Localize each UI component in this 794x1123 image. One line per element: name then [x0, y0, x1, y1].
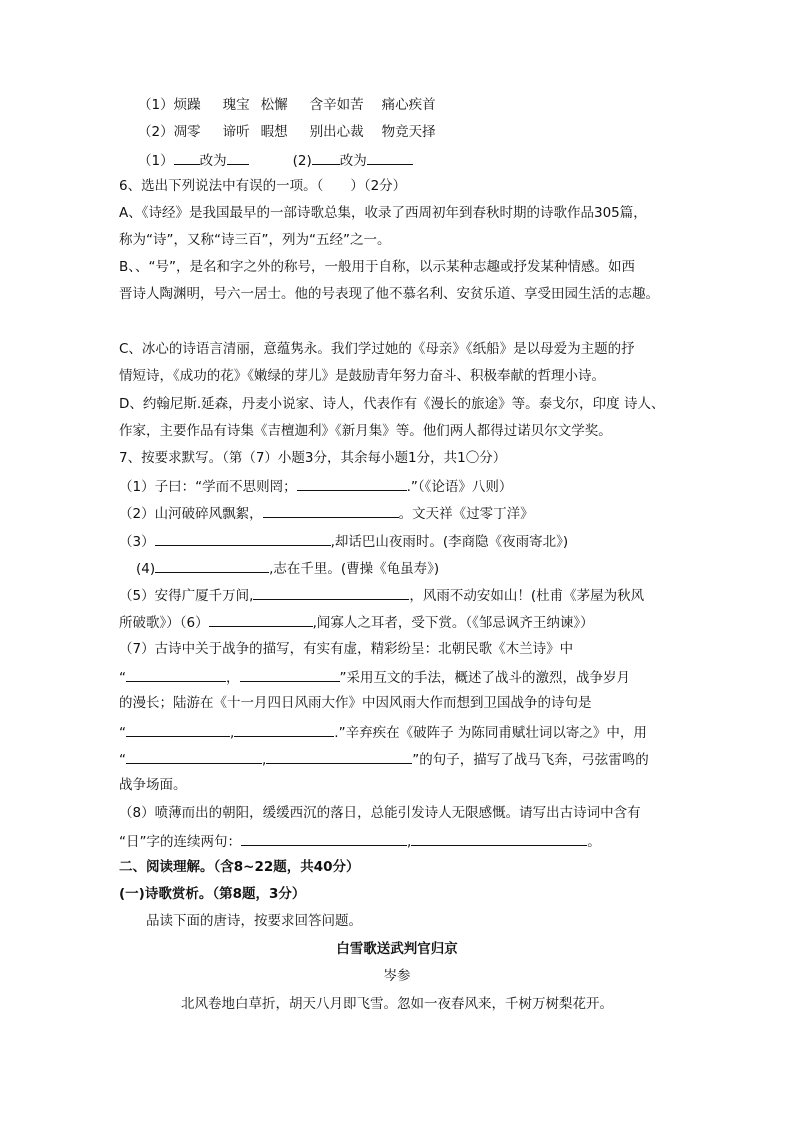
q7-item-8-line1: （8）喷薄而出的朝阳，缓缓西沉的落日，总能引发诗人无限感慨。请写出古诗词中含有 — [119, 805, 641, 821]
q7-blank-5[interactable] — [253, 585, 409, 600]
q7-blank-6[interactable] — [209, 612, 313, 627]
q7-stem: 7、按要求默写。（第（7）小题3分，其余每小题1分，共1〇分） — [119, 450, 507, 466]
q5-blank-2b[interactable] — [367, 150, 413, 165]
section-2-title: 二、阅读理解。（含8~22题，共40分） — [119, 859, 360, 875]
q5-blank-1b[interactable] — [227, 150, 249, 165]
q7-blank-4[interactable] — [155, 558, 269, 573]
q6-option-a-line1: A、《诗经》是我国最早的一部诗歌总集，收录了西周初年到春秋时期的诗歌作品305篇， — [119, 205, 647, 221]
q7-item-7-line6: 战争场面。 — [119, 777, 187, 793]
q6-option-d-line1: D、约翰尼斯.延森，丹麦小说家、诗人，代表作有《漫长的旅途》等。泰戈尔，印度 诗人、 — [119, 396, 665, 412]
poem-author: 岑参 — [383, 968, 411, 984]
q7-item-1: （1）子曰：“学而不思则罔； .”（《论语》八则） — [119, 476, 512, 496]
poem-line-1: 北风卷地白草折，胡天八月即飞雪。忽如一夜春风来，千树万树梨花开。 — [181, 996, 613, 1012]
q7-item-4: (4) ,志在千里。(曹操《龟虽寿》) — [136, 558, 439, 578]
q7-item-5: （5）安得广厦千万间, ，风雨不动安如山！(杜甫《茅屋为秋风 — [119, 585, 644, 605]
section-2-instruction: 品读下面的唐诗，按要求回答问题。 — [146, 913, 362, 929]
q7-item-7-line4: “ , .”辛弃疾在《破阵子 为陈同甫赋壮词以寄之》中，用 — [119, 722, 647, 742]
q5-blank-1a[interactable] — [174, 150, 200, 165]
q7-blank-7c[interactable] — [126, 722, 230, 737]
q6-option-b-line2: 晋诗人陶渊明，号六一居士。他的号表现了他不慕名利、安贫乐道、享受田园生活的志趣。 — [119, 286, 659, 302]
q7-blank-7f[interactable] — [266, 749, 412, 764]
section-2-subtitle: (一)诗歌赏析。（第8题，3分） — [119, 886, 306, 902]
q7-blank-1[interactable] — [297, 476, 407, 491]
q5-line1: （1）烦躁 瑰宝 松懈 含辛如苦 痛心疾首 — [138, 97, 436, 113]
q5-blank-2a[interactable] — [312, 150, 340, 165]
q7-blank-3[interactable] — [155, 531, 331, 546]
q7-item-8-line2: “日”字的连续两句： , 。 — [119, 831, 601, 851]
q5-answer-line: （1） 改为 (2) 改为 — [138, 150, 413, 170]
poem-title: 白雪歌送武判官归京 — [336, 941, 458, 957]
q7-blank-7b[interactable] — [240, 667, 340, 682]
q7-item-7-line3: 的漫长；陆游在《十一月四日风雨大作》中因风雨大作而想到卫国战争的诗句是 — [119, 695, 592, 711]
q7-item-3: （3） ,却话巴山夜雨时。(李商隐《夜雨寄北》) — [119, 531, 568, 551]
q6-stem: 6、选出下列说法中有误的一项。（ ）（2分） — [119, 178, 407, 194]
q6-option-c-line2: 情短诗，《成功的花》《嫩绿的芽儿》是鼓励青年努力奋斗、积极奉献的哲理小诗。 — [119, 368, 605, 384]
q7-blank-7d[interactable] — [234, 722, 334, 737]
q5-line2: （2）凋零 谛听 暇想 别出心裁 物竞天择 — [138, 124, 436, 140]
q7-item-7-line5: “ , ”的句子，描写了战马飞奔，弓弦雷鸣的 — [119, 749, 649, 769]
q6-option-b-line1: B、、“号”，是名和字之外的称号，一般用于自称，以示某种志趣或抒发某种情感。如西 — [119, 259, 635, 275]
q7-item-5-cont: 所破歌》）（6） ,闻寡人之耳者，受下赏。（《邹忌讽齐王纳谏》） — [119, 612, 594, 632]
q7-blank-2[interactable] — [263, 503, 399, 518]
q7-blank-8a[interactable] — [241, 831, 407, 846]
q7-item-2: （2）山河破碎风飘絮， 。文天祥《过零丁洋》 — [119, 503, 534, 523]
q7-item-7-line1: （7）古诗中关于战争的描写，有实有虚，精彩纷呈：北朝民歌《木兰诗》中 — [119, 641, 574, 657]
q7-item-7-line2: “ ， ”采用互文的手法，概述了战斗的激烈，战争岁月 — [119, 667, 630, 687]
q7-blank-7e[interactable] — [126, 749, 262, 764]
q6-option-c-line1: C、冰心的诗语言清丽，意蕴隽永。我们学过她的《母亲》《纸船》是以母爱为主题的抒 — [119, 341, 635, 357]
q6-option-d-line2: 作家，主要作品有诗集《吉檀迦利》《新月集》等。他们两人都得过诺贝尔文学奖。 — [119, 423, 612, 439]
q7-blank-8b[interactable] — [411, 831, 587, 846]
q7-blank-7a[interactable] — [126, 667, 226, 682]
q6-option-a-line2: 称为“诗”，又称“诗三百”，列为“五经”之一。 — [119, 232, 391, 248]
